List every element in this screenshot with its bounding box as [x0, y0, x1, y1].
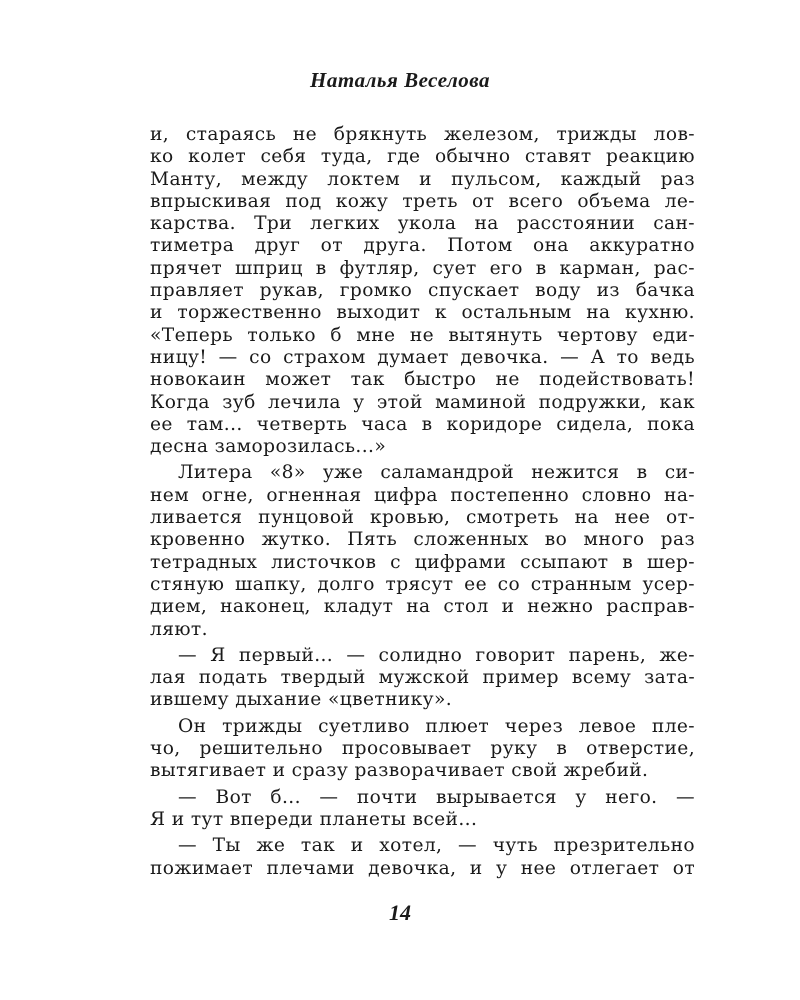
page-number: 14: [389, 900, 411, 925]
text-line: ливается пунцовой кровью, смотреть на нее от-: [150, 507, 695, 529]
text-line: ницу! — со страхом думает девочка. — А то ведь: [150, 346, 695, 368]
text-line: дием, наконец, кладут на стол и нежно расправ-: [150, 596, 695, 618]
text-line: ившему дыхание «цветнику».: [150, 689, 453, 711]
text-line: пожимает плечами девочка, и у нее отлегает от: [150, 857, 695, 879]
text-line: — Вот б... — почти вырывается у него. —: [178, 786, 695, 808]
text-line: Литера «8» уже саламандрой нежится в си-: [178, 462, 695, 484]
text-line: кровенно жутко. Пять сложенных во много раз: [150, 529, 695, 551]
text-line: прячет шприц в футляр, сует его в карман, рас-: [150, 257, 695, 279]
text-line: ляют.: [150, 618, 208, 640]
text-line: ее там... четверть часа в коридоре сидела, пока: [150, 413, 695, 435]
running-header: Наталья Веселова: [309, 68, 491, 92]
text-line: нем огне, огненная цифра постепенно словно на-: [150, 484, 695, 506]
text-line: десна заморозилась...»: [150, 436, 387, 458]
text-line: новокаин может так быстро не подействовать!: [150, 369, 695, 391]
text-line: стяную шапку, долго трясут ее со странным усер-: [150, 573, 695, 595]
text-line: и, стараясь не брякнуть железом, трижды лов-: [150, 124, 695, 145]
body-text: [150, 124, 695, 880]
text-line: «Теперь только б мне не вытянуть чертову еди-: [150, 324, 695, 346]
text-line: и торжественно выходит к остальным на кухню.: [150, 302, 695, 324]
text-line: Когда зуб лечила у этой маминой подружки, как: [150, 391, 695, 413]
text-line: Я и тут впереди планеты всей...: [150, 808, 478, 830]
text-line: впрыскивая под кожу треть от всего объема ле-: [150, 190, 695, 212]
text-line: — Ты же так и хотел, — чуть презрительно: [178, 835, 695, 857]
text-line: ко колет себя туда, где обычно ставят реакцию: [150, 146, 695, 168]
text-line: карства. Три легких укола на расстоянии сан-: [150, 213, 695, 235]
text-line: лая подать твердый мужской пример всему зата-: [150, 667, 695, 689]
text-line: правляет рукав, громко спускает воду из бачка: [150, 280, 695, 302]
text-line: Он трижды суетливо плюет через левое пле-: [178, 715, 695, 737]
text-line: Манту, между локтем и пульсом, каждый раз: [150, 168, 695, 190]
text-line: — Я первый... — солидно говорит парень, же-: [178, 644, 695, 666]
text-line: чо, решительно просовывает руку в отверстие,: [150, 738, 695, 760]
text-line: вытягивает и сразу разворачивает свой жребий.: [150, 760, 649, 782]
text-line: тиметра друг от друга. Потом она аккуратно: [150, 235, 695, 257]
text-line: тетрадных листочков с цифрами ссыпают в шер-: [150, 551, 695, 573]
